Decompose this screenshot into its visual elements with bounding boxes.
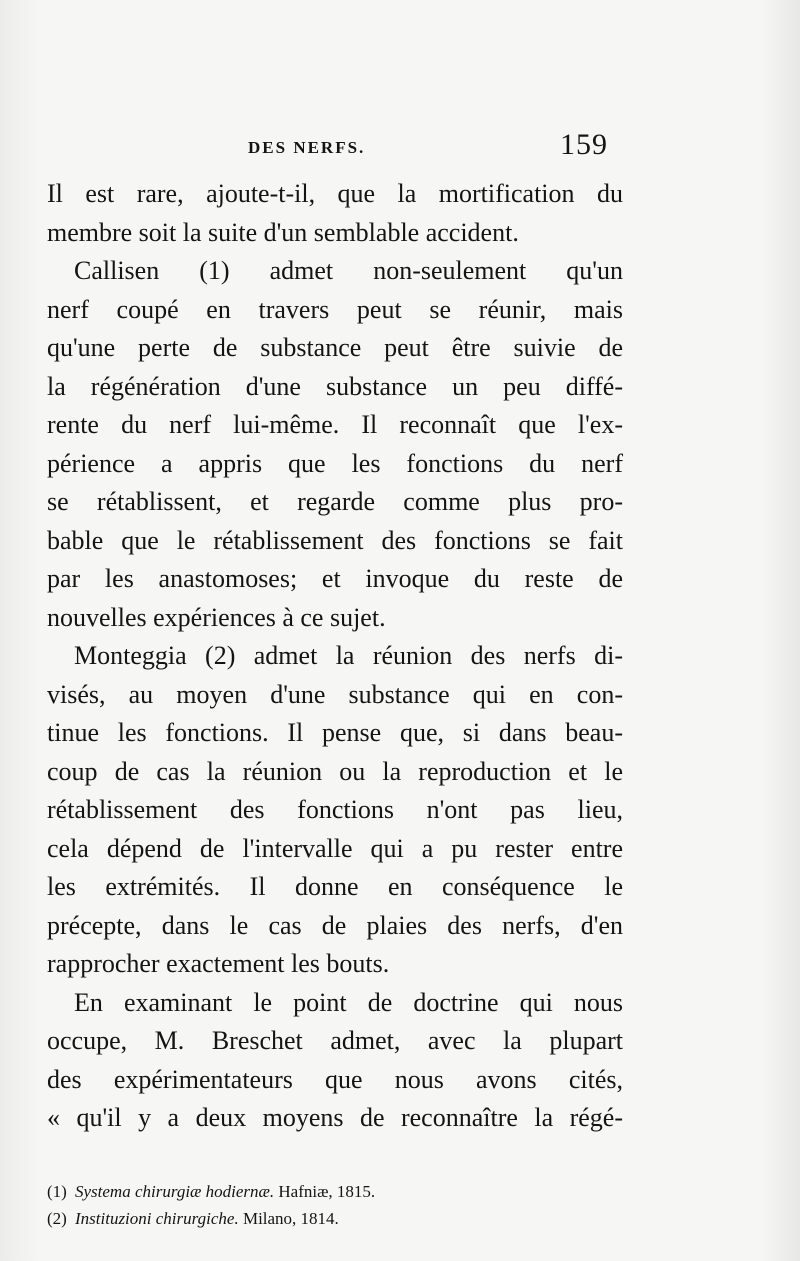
text-line: périence a appris que les fonctions du nerf xyxy=(47,448,623,478)
text-line: Il est rare, ajoute-t-il, que la mortification du xyxy=(47,179,623,208)
text-line: cela dépend de l'intervalle qui a pu rester entre xyxy=(47,833,623,863)
text-line: rapprocher exactement les bouts. xyxy=(47,949,390,978)
text-line: les extrémités. Il donne en conséquence le xyxy=(47,872,623,901)
text-line: nerf coupé en travers peut se réunir, mais xyxy=(47,294,623,324)
text-line: se rétablissent, et regarde comme plus pro- xyxy=(47,487,623,516)
text-line: rente du nerf lui-même. Il reconnaît que l'ex- xyxy=(47,410,623,439)
text-line: bable que le rétablissement des fonctions se fait xyxy=(47,525,623,555)
text-line: nouvelles expériences à ce sujet. xyxy=(47,602,386,632)
footnote-imprint: Hafniæ, 1815. xyxy=(274,1182,376,1201)
text-line: Monteggia (2) admet la réunion des nerfs di- xyxy=(74,641,623,670)
text-line: précepte, dans le cas de plaies des nerfs, d'en xyxy=(47,910,623,940)
footnote-title: Instituzioni chirurgiche. xyxy=(75,1209,239,1228)
running-head: DES NERFS. xyxy=(248,138,366,157)
footnote xyxy=(47,1178,607,1205)
text-line: qu'une perte de substance peut être suivie de xyxy=(47,333,623,362)
text-line: occupe, M. Breschet admet, avec la plupart xyxy=(47,1026,623,1055)
footnote-marker: (1) xyxy=(47,1182,67,1201)
footnote xyxy=(47,1205,607,1232)
body-text xyxy=(47,175,623,1138)
footnote-imprint: Milano, 1814. xyxy=(238,1209,339,1228)
text-line: coup de cas la réunion ou la reproduction et le xyxy=(47,756,623,786)
footnote-marker: (2) xyxy=(47,1209,67,1228)
text-line: des expérimentateurs que nous avons cités, xyxy=(47,1064,623,1094)
page-number: 159 xyxy=(560,128,608,161)
text-line: visés, au moyen d'une substance qui en con- xyxy=(47,679,623,709)
text-line: En examinant le point de doctrine qui nous xyxy=(74,987,623,1017)
text-line: tinue les fonctions. Il pense que, si dans beau- xyxy=(47,718,623,747)
text-line: par les anastomoses; et invoque du reste de xyxy=(47,564,623,593)
text-line: « qu'il y a deux moyens de reconnaître la régé- xyxy=(47,1103,623,1132)
text-line: la régénération d'une substance un peu diffé- xyxy=(47,371,623,401)
page-header xyxy=(248,130,620,170)
text-line: membre soit la suite d'un semblable accident. xyxy=(47,217,519,247)
footnotes xyxy=(47,1178,607,1232)
text-line: rétablissement des fonctions n'ont pas lieu, xyxy=(47,795,623,824)
text-line: Callisen (1) admet non-seulement qu'un xyxy=(74,256,623,285)
footnote-title: Systema chirurgiæ hodiernæ. xyxy=(75,1182,275,1201)
